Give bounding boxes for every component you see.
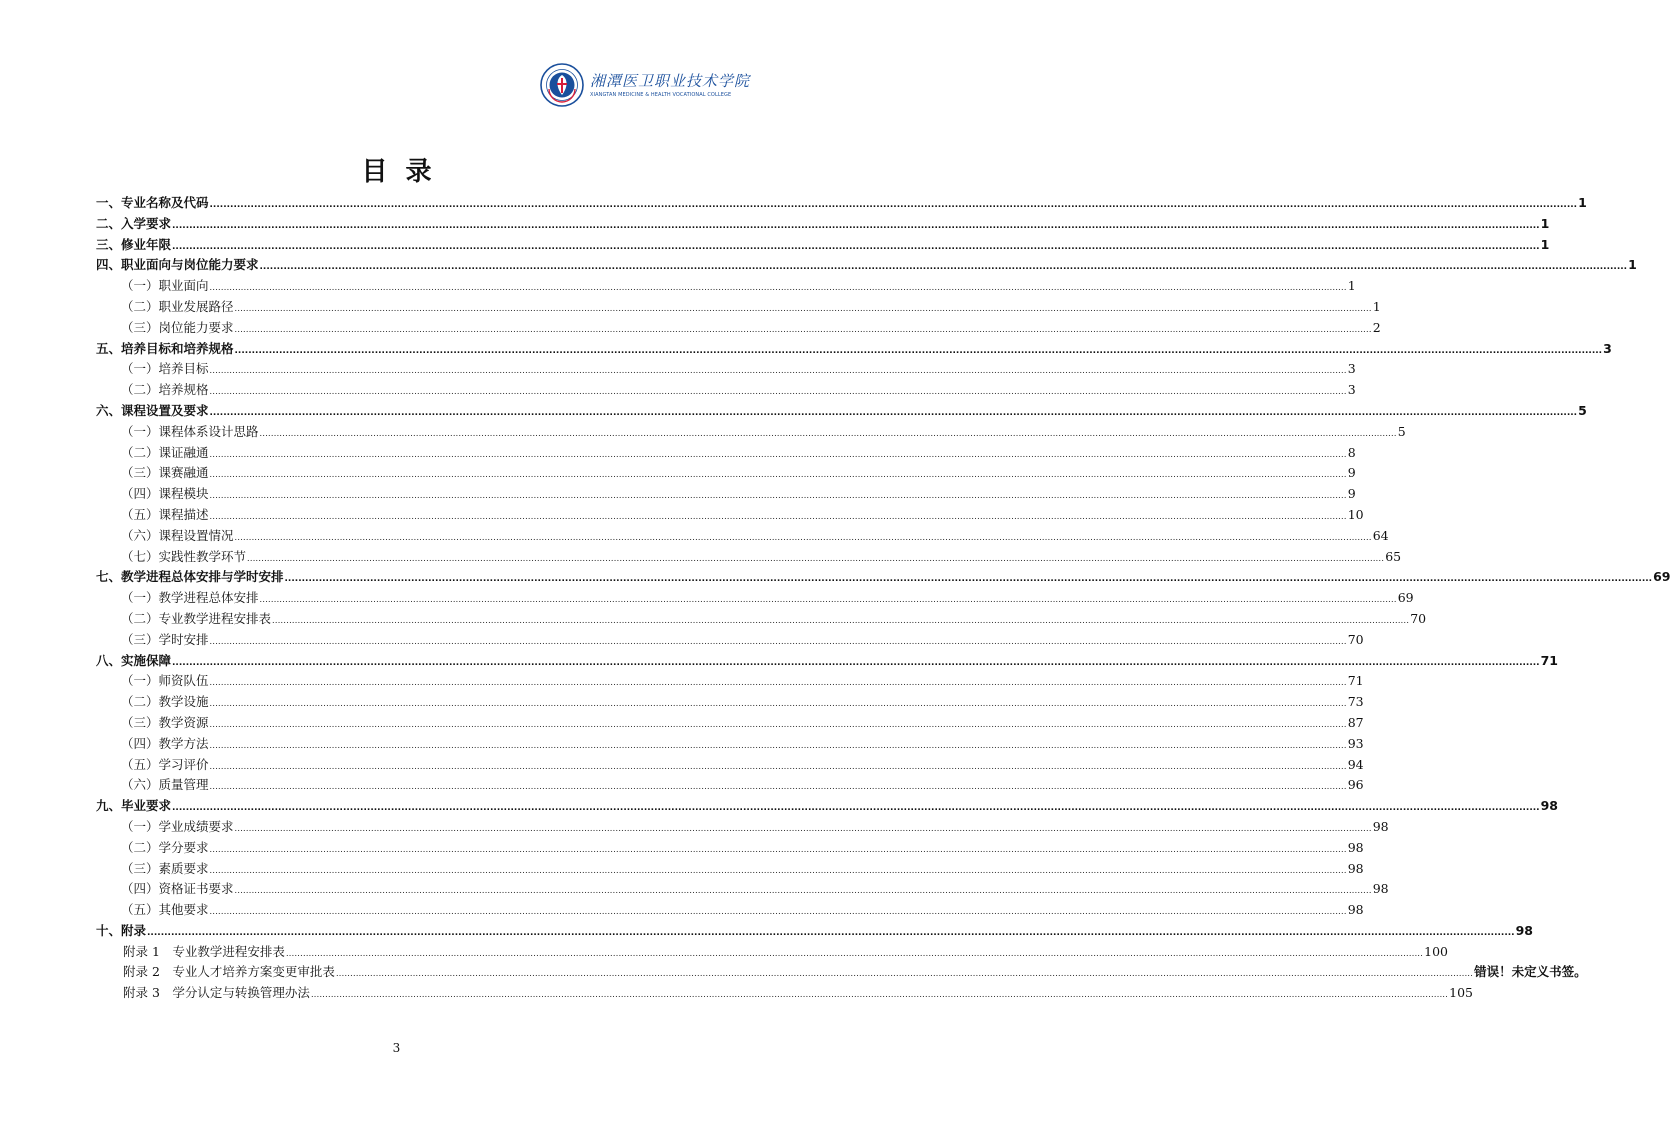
toc-entry-label: （六）课程设置情况 [121, 527, 234, 543]
toc-entry-label: （五）其他要求 [121, 902, 209, 918]
toc-section-entry[interactable] [96, 359, 1356, 380]
toc-dot-leader: ................................................................................................................................................................................................................................................................................................................................................................................................................ [209, 636, 1347, 646]
toc-entry-page: 87 [1347, 714, 1364, 730]
toc-section-entry[interactable] [96, 380, 1356, 401]
toc-dot-leader: ................................................................................................................................................................................................................................................................................................................................................................................................................ [209, 782, 1347, 792]
toc-dot-leader: ................................................................................................................................................................................................................................................................................................................................................................................................................ [209, 511, 1347, 521]
toc-entry-page: 69 [1397, 590, 1414, 606]
toc-chapter-entry[interactable] [96, 796, 1558, 817]
toc-appendix-entry[interactable] [96, 942, 1448, 963]
toc-entry-label: （一）职业面向 [121, 278, 209, 294]
toc-section-entry[interactable] [96, 859, 1364, 880]
toc-entry-label: 六、课程设置及要求 [96, 402, 209, 418]
toc-dot-leader: ................................................................................................................................................................................................................................................................................................................................................................................................................ [247, 553, 1385, 563]
toc-section-entry[interactable] [96, 879, 1389, 900]
toc-dot-leader: ................................................................................................................................................................................................................................................................................................................................................................................................................ [259, 428, 1397, 438]
toc-entry-label: 二、入学要求 [96, 215, 172, 231]
toc-section-entry[interactable] [96, 547, 1402, 568]
toc-section-entry[interactable] [96, 671, 1364, 692]
toc-entry-label: （三）学时安排 [121, 631, 209, 647]
toc-entry-label: （二）专业教学进程安排表 [121, 610, 272, 626]
toc-entry-page: 70 [1347, 631, 1364, 647]
toc-entry-page: 69 [1653, 569, 1671, 585]
toc-entry-label: （三）岗位能力要求 [121, 319, 234, 335]
toc-entry-page: 71 [1347, 673, 1364, 689]
toc-dot-leader: ................................................................................................................................................................................................................................................................................................................................................................................................................ [272, 615, 1410, 625]
toc-section-entry[interactable] [96, 900, 1364, 921]
toc-dot-leader: ................................................................................................................................................................................................................................................................................................................................................................................................................ [209, 407, 1578, 418]
toc-section-entry[interactable] [96, 276, 1356, 297]
toc-entry-label: （六）质量管理 [121, 777, 209, 793]
toc-entry-label: （三）素质要求 [121, 860, 209, 876]
toc-chapter-entry[interactable] [96, 193, 1587, 214]
toc-dot-leader: ................................................................................................................................................................................................................................................................................................................................................................................................................ [285, 948, 1424, 958]
toc-appendix-entry[interactable] [96, 983, 1473, 1004]
toc-section-entry[interactable] [96, 318, 1381, 339]
toc-dot-leader: ................................................................................................................................................................................................................................................................................................................................................................................................................ [209, 470, 1347, 480]
toc-dot-leader: ................................................................................................................................................................................................................................................................................................................................................................................................................ [284, 574, 1653, 585]
toc-entry-page: 98 [1540, 798, 1558, 814]
toc-dot-leader: ................................................................................................................................................................................................................................................................................................................................................................................................................ [209, 491, 1347, 501]
toc-dot-leader: ................................................................................................................................................................................................................................................................................................................................................................................................................ [209, 761, 1347, 771]
toc-chapter-entry[interactable] [96, 214, 1550, 235]
toc-entry-page: 96 [1347, 777, 1364, 793]
toc-chapter-entry[interactable] [96, 921, 1533, 942]
toc-dot-leader: ................................................................................................................................................................................................................................................................................................................................................................................................................ [234, 886, 1372, 896]
toc-entry-page: 98 [1347, 839, 1364, 855]
toc-chapter-entry[interactable] [96, 401, 1587, 422]
toc-dot-leader: ................................................................................................................................................................................................................................................................................................................................................................................................................ [234, 324, 1372, 334]
toc-entry-label: 八、实施保障 [96, 652, 172, 668]
toc-entry-page: 9 [1347, 465, 1356, 481]
toc-section-entry[interactable] [96, 734, 1364, 755]
toc-section-entry[interactable] [96, 484, 1356, 505]
toc-entry-label: （五）课程描述 [121, 506, 209, 522]
toc-entry-page: 2 [1372, 319, 1381, 335]
toc-entry-label: （四）课程模块 [121, 486, 209, 502]
toc-dot-leader: ................................................................................................................................................................................................................................................................................................................................................................................................................ [209, 719, 1347, 729]
toc-entry-page: 71 [1540, 652, 1558, 668]
toc-dot-leader: ................................................................................................................................................................................................................................................................................................................................................................................................................ [259, 595, 1397, 605]
toc-dot-leader: ................................................................................................................................................................................................................................................................................................................................................................................................................ [209, 283, 1347, 293]
toc-entry-page: 1 [1347, 278, 1356, 294]
toc-section-entry[interactable] [96, 692, 1364, 713]
toc-entry-page: 1 [1540, 215, 1550, 231]
toc-entry-page: 64 [1372, 527, 1389, 543]
toc-dot-leader: ................................................................................................................................................................................................................................................................................................................................................................................................................ [234, 303, 1372, 313]
toc-entry-page: 3 [1347, 382, 1356, 398]
toc-section-entry[interactable] [96, 775, 1364, 796]
toc-entry-label: （二）职业发展路径 [121, 298, 234, 314]
page-number: 3 [392, 1041, 401, 1055]
toc-dot-leader: ................................................................................................................................................................................................................................................................................................................................................................................................................ [259, 262, 1628, 273]
toc-entry-label: （三）教学资源 [121, 714, 209, 730]
toc-entry-page: 1 [1578, 195, 1587, 210]
toc-dot-leader: ................................................................................................................................................................................................................................................................................................................................................................................................................ [234, 532, 1372, 542]
toc-entry-label: （一）学业成绩要求 [121, 818, 234, 834]
toc-dot-leader: ................................................................................................................................................................................................................................................................................................................................................................................................................ [209, 740, 1347, 750]
toc-dot-leader: ................................................................................................................................................................................................................................................................................................................................................................................................................ [209, 387, 1347, 397]
toc-dot-leader: ................................................................................................................................................................................................................................................................................................................................................................................................................ [209, 678, 1347, 688]
logo-text-en: XIANGTAN MEDICINE & HEALTH VOCATIONAL COLLEGE [590, 92, 732, 98]
toc-entry-page: 98 [1515, 922, 1533, 938]
toc-dot-leader: ................................................................................................................................................................................................................................................................................................................................................................................................................ [209, 865, 1347, 875]
toc-entry-label: （二）课证融通 [121, 444, 209, 460]
toc-entry-label: （二）培养规格 [121, 382, 209, 398]
toc-dot-leader: ................................................................................................................................................................................................................................................................................................................................................................................................................ [209, 449, 1347, 459]
toc-chapter-entry[interactable] [96, 651, 1558, 672]
page-title: 目录 [361, 157, 450, 187]
toc-section-entry[interactable] [96, 297, 1381, 318]
toc-dot-leader: ................................................................................................................................................................................................................................................................................................................................................................................................................ [209, 200, 1578, 210]
toc-entry-label: 三、修业年限 [96, 236, 172, 252]
toc-dot-leader: ................................................................................................................................................................................................................................................................................................................................................................................................................ [172, 220, 1540, 231]
toc-section-entry[interactable] [96, 630, 1364, 651]
toc-entry-page: 94 [1347, 756, 1364, 772]
toc-entry-label: （一）课程体系设计思路 [121, 423, 259, 439]
toc-entry-page: 73 [1347, 694, 1364, 710]
toc-dot-leader: ................................................................................................................................................................................................................................................................................................................................................................................................................ [234, 823, 1372, 833]
toc-entry-page: 1 [1628, 257, 1637, 273]
toc-section-entry[interactable] [96, 526, 1389, 547]
toc-entry-page: 100 [1424, 943, 1448, 959]
toc-entry-page: 5 [1578, 402, 1587, 418]
toc-entry-label: 七、教学进程总体安排与学时安排 [96, 569, 284, 585]
toc-entry-label: （四）教学方法 [121, 735, 209, 751]
toc-section-entry[interactable] [96, 609, 1427, 630]
toc-entry-label: （一）师资队伍 [121, 673, 209, 689]
toc-dot-leader: ................................................................................................................................................................................................................................................................................................................................................................................................................ [209, 844, 1347, 854]
toc-entry-page: 98 [1372, 818, 1389, 834]
toc-section-entry[interactable] [96, 817, 1389, 838]
toc-section-entry[interactable] [96, 463, 1356, 484]
toc-chapter-entry[interactable] [96, 235, 1550, 256]
toc-entry-label: 九、毕业要求 [96, 798, 172, 814]
toc-entry-label: （一）教学进程总体安排 [121, 590, 259, 606]
toc-dot-leader: ................................................................................................................................................................................................................................................................................................................................................................................................................ [335, 969, 1474, 979]
toc-dot-leader: ................................................................................................................................................................................................................................................................................................................................................................................................................ [172, 657, 1540, 668]
toc-section-entry[interactable] [96, 838, 1364, 859]
toc-dot-leader: ................................................................................................................................................................................................................................................................................................................................................................................................................ [172, 241, 1540, 252]
toc-entry-page: 3 [1603, 340, 1612, 356]
toc-entry-label: 附录 1 专业教学进程安排表 [123, 943, 285, 959]
toc-entry-label: （二）教学设施 [121, 694, 209, 710]
toc-section-entry[interactable] [96, 422, 1406, 443]
toc-entry-page: 9 [1347, 486, 1356, 502]
toc-chapter-entry[interactable] [96, 567, 1671, 588]
toc-entry-label: 五、培养目标和培养规格 [96, 340, 234, 356]
toc-dot-leader: ................................................................................................................................................................................................................................................................................................................................................................................................................ [209, 366, 1347, 376]
toc-chapter-entry[interactable] [96, 255, 1637, 276]
toc-entry-label: 附录 2 专业人才培养方案变更审批表 [123, 964, 335, 980]
toc-entry-page: 98 [1347, 860, 1364, 876]
toc-entry-label: （四）资格证书要求 [121, 881, 234, 897]
toc-entry-page: 8 [1347, 444, 1356, 460]
toc-dot-leader: ................................................................................................................................................................................................................................................................................................................................................................................................................ [310, 990, 1449, 1000]
logo-text-cn: 湘潭医卫职业技术学院 [590, 72, 751, 90]
toc-entry-label: （七）实践性教学环节 [121, 548, 247, 564]
college-seal-icon [540, 63, 584, 107]
toc-entry-page: 3 [1347, 361, 1356, 377]
toc-entry-page: 70 [1410, 610, 1427, 626]
toc-dot-leader: ................................................................................................................................................................................................................................................................................................................................................................................................................ [234, 345, 1603, 356]
toc-entry-page: 105 [1449, 985, 1473, 1001]
college-logo [540, 62, 755, 108]
toc-section-entry[interactable] [96, 505, 1364, 526]
toc-section-entry[interactable] [96, 713, 1364, 734]
toc-chapter-entry[interactable] [96, 339, 1612, 360]
toc-dot-leader: ................................................................................................................................................................................................................................................................................................................................................................................................................ [209, 907, 1347, 917]
toc-entry-page: 1 [1372, 298, 1381, 314]
toc-entry-page: 98 [1347, 902, 1364, 918]
toc-entry-page: 98 [1372, 881, 1389, 897]
toc-entry-page: 1 [1540, 236, 1550, 252]
toc-section-entry[interactable] [96, 755, 1364, 776]
toc-entry-label: 四、职业面向与岗位能力要求 [96, 257, 259, 273]
toc-entry-label: （三）课赛融通 [121, 465, 209, 481]
toc-entry-page: 65 [1385, 548, 1402, 564]
table-of-contents [96, 193, 1671, 1004]
toc-entry-label: （五）学习评价 [121, 756, 209, 772]
toc-entry-label: 一、专业名称及代码 [96, 195, 209, 210]
toc-dot-leader: ................................................................................................................................................................................................................................................................................................................................................................................................................ [172, 803, 1540, 814]
toc-section-entry[interactable] [96, 443, 1356, 464]
toc-entry-page: 93 [1347, 735, 1364, 751]
toc-section-entry[interactable] [96, 588, 1414, 609]
toc-entry-page: 5 [1397, 423, 1406, 439]
toc-entry-label: （二）学分要求 [121, 839, 209, 855]
toc-entry-page: 10 [1347, 506, 1364, 522]
toc-entry-page: 错误！未定义书签。 [1474, 964, 1587, 980]
toc-appendix-entry[interactable] [96, 962, 1587, 983]
toc-entry-label: （一）培养目标 [121, 361, 209, 377]
toc-dot-leader: ................................................................................................................................................................................................................................................................................................................................................................................................................ [147, 927, 1515, 938]
toc-dot-leader: ................................................................................................................................................................................................................................................................................................................................................................................................................ [209, 699, 1347, 709]
toc-entry-label: 十、附录 [96, 922, 147, 938]
toc-entry-label: 附录 3 学分认定与转换管理办法 [123, 985, 310, 1001]
